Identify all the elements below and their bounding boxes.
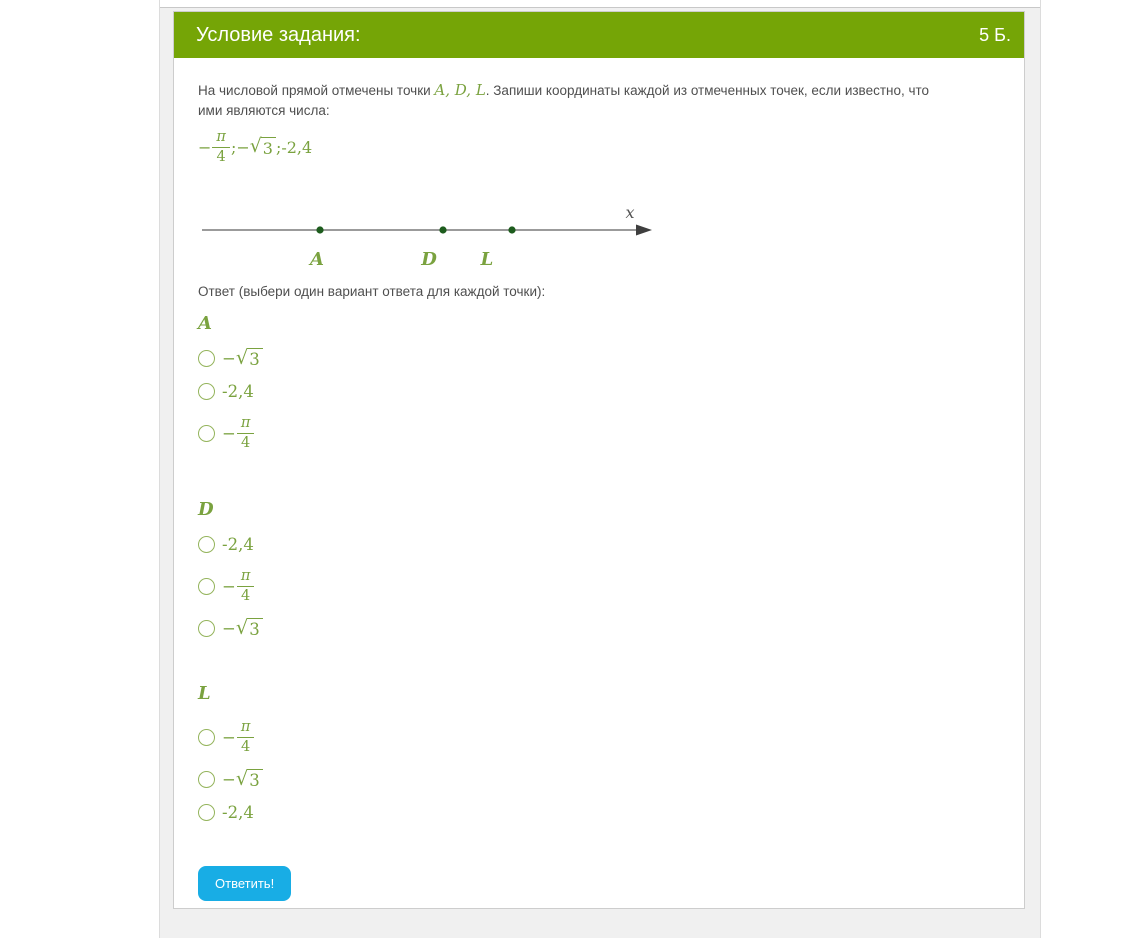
axis-label: x (625, 203, 635, 222)
task-body (174, 58, 1024, 901)
minus-sign: − (222, 769, 236, 789)
task-header-title: Условие задания: (196, 23, 361, 46)
option-label-sqrt3 (222, 345, 263, 369)
group-letter-l: L (198, 683, 211, 704)
option-label-decimal: -2,4 (222, 381, 254, 401)
option-label-pi4 (222, 568, 255, 604)
options-group-l (198, 715, 1000, 825)
number-line-figure (198, 194, 658, 276)
radical-sign: √ (235, 615, 249, 639)
group-letter-d: D (198, 499, 214, 520)
options-group-a (198, 345, 1000, 455)
point-dot-l (508, 226, 515, 233)
minus-sign: − (222, 618, 236, 638)
radio-option[interactable] (198, 378, 1000, 404)
task-header (174, 12, 1024, 58)
minus-sign: − (222, 727, 236, 747)
option-label-sqrt3 (222, 615, 263, 639)
fraction-numerator: π (212, 129, 230, 148)
radio-option[interactable] (198, 799, 1000, 825)
minus-sign: − (222, 576, 236, 596)
radio-button[interactable] (198, 350, 215, 367)
radical-sign: √ (235, 766, 249, 790)
pi-over-4-fraction (237, 415, 255, 451)
content-column (159, 0, 1041, 938)
pi-over-4-fraction (212, 129, 230, 165)
sqrt-3 (235, 615, 263, 639)
pi-over-4-fraction (237, 719, 255, 755)
points-badge: 5 Б. (979, 24, 1011, 45)
pi-over-4-fraction (237, 568, 255, 604)
point-label-d: D (421, 249, 437, 270)
numbers-formula (198, 128, 1000, 166)
group-letter-a: A (198, 313, 212, 334)
option-label-decimal: -2,4 (222, 534, 254, 554)
sqrt-3 (235, 345, 263, 369)
task-text-after: . Запиши координаты каждой из отмеченных точек, если известно, что ими являются числа: (198, 83, 930, 118)
minus-sign: − (222, 348, 236, 368)
point-letters: A, D, L (434, 81, 486, 99)
answer-instruction: Ответ (выбери один вариант ответа для каждой точки): (198, 284, 546, 299)
sqrt-3 (249, 134, 276, 158)
task-text-before: На числовой прямой отмечены точки (198, 83, 435, 98)
radio-button[interactable] (198, 804, 215, 821)
fraction-numerator: π (237, 568, 255, 587)
radicand: 3 (261, 137, 276, 158)
submit-answer-button[interactable]: Ответить! (198, 866, 291, 901)
radicand: 3 (247, 618, 263, 639)
option-label-pi4 (222, 415, 255, 451)
point-dot-d (439, 226, 446, 233)
radio-option[interactable] (198, 564, 1000, 608)
radio-button[interactable] (198, 425, 215, 442)
fraction-denominator: 4 (240, 738, 251, 755)
task-statement (198, 81, 946, 120)
options-group-d (198, 531, 1000, 641)
radical-sign: √ (249, 134, 262, 157)
point-label-l: L (480, 249, 494, 270)
radical-sign: √ (235, 345, 249, 369)
point-label-a: A (310, 249, 324, 270)
sqrt-3 (235, 766, 263, 790)
point-dot-a (316, 226, 323, 233)
radio-button[interactable] (198, 578, 215, 595)
minus-sign: − (236, 137, 250, 157)
minus-sign: − (222, 423, 236, 443)
radio-option[interactable] (198, 345, 1000, 371)
radio-button[interactable] (198, 383, 215, 400)
radicand: 3 (247, 769, 263, 790)
option-label-sqrt3 (222, 766, 263, 790)
fraction-denominator: 4 (240, 434, 251, 451)
radio-button[interactable] (198, 620, 215, 637)
top-bar (160, 0, 1040, 8)
fraction-numerator: π (237, 415, 255, 434)
radio-option[interactable] (198, 766, 1000, 792)
radio-option[interactable] (198, 411, 1000, 455)
decimal-value: -2,4 (281, 137, 313, 157)
task-card (173, 11, 1025, 909)
radio-button[interactable] (198, 729, 215, 746)
radio-button[interactable] (198, 771, 215, 788)
radicand: 3 (247, 348, 263, 369)
fraction-denominator: 4 (216, 148, 226, 165)
radio-option[interactable] (198, 531, 1000, 557)
separator: ; (230, 137, 237, 157)
radio-option[interactable] (198, 615, 1000, 641)
fraction-denominator: 4 (240, 587, 251, 604)
fraction-numerator: π (237, 719, 255, 738)
radio-option[interactable] (198, 715, 1000, 759)
axis-arrowhead-icon (636, 225, 652, 236)
separator: ; (275, 137, 282, 157)
option-label-decimal: -2,4 (222, 802, 254, 822)
radio-button[interactable] (198, 536, 215, 553)
option-label-pi4 (222, 719, 255, 755)
minus-sign: − (198, 137, 212, 157)
